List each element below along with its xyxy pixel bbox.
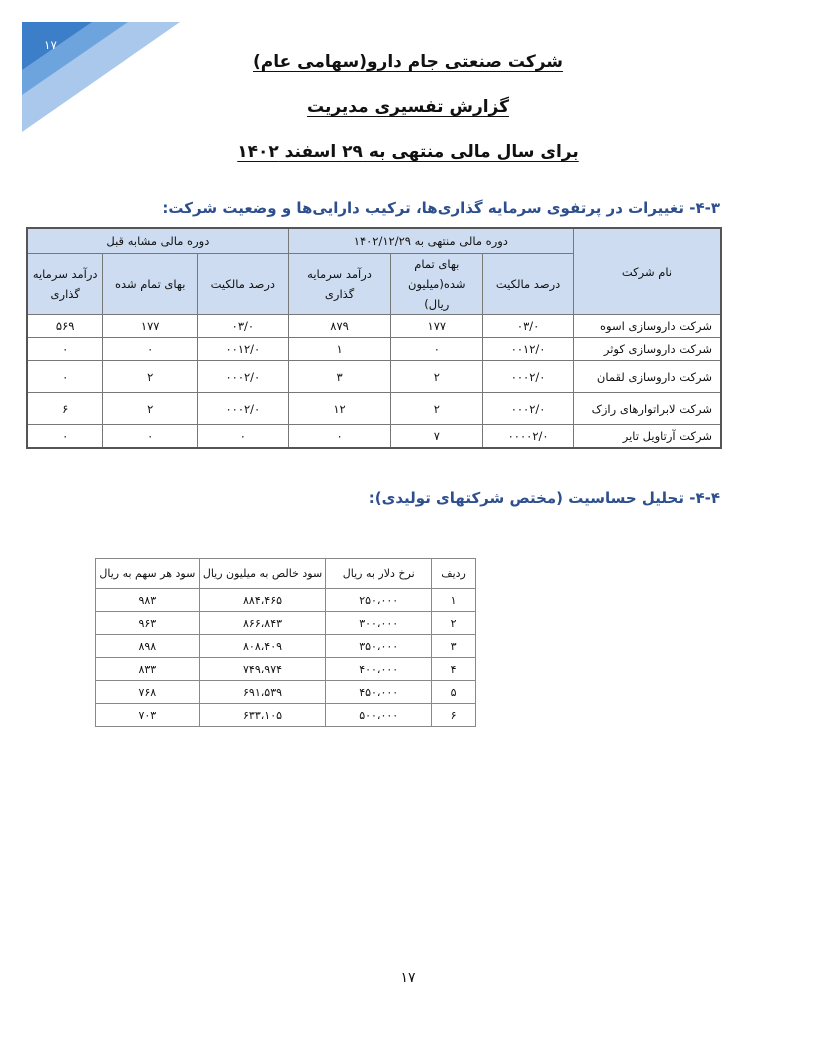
col-cost-prev: بهای تمام شده: [103, 254, 198, 315]
col-net-profit: سود خالص به میلیون ریال: [199, 559, 326, 589]
table-row: [96, 589, 476, 612]
income: ۰: [288, 425, 391, 449]
ownership: ۰۰۰۲/۰: [483, 393, 574, 425]
income-prev: ۰: [27, 425, 103, 449]
cost: ۰: [391, 338, 483, 361]
period-title: برای سال مالی منتهی به ۲۹ اسفند ۱۴۰۲: [237, 142, 579, 162]
col-ownership: درصد مالکیت: [483, 254, 574, 315]
dollar-rate: ۴۵۰،۰۰۰: [326, 681, 432, 704]
ownership: ۰۰۰۲/۰: [483, 361, 574, 393]
company-name: شرکت داروسازی اسوه: [573, 315, 721, 338]
company-name: شرکت داروسازی کوثر: [573, 338, 721, 361]
section-title-sensitivity: ۴-۴- تحلیل حساسیت (مختص شرکتهای تولیدی):: [368, 489, 720, 507]
current-period-header: دوره مالی منتهی به ۱۴۰۲/۱۲/۲۹: [288, 228, 573, 254]
col-row-number: ردیف: [432, 559, 476, 589]
cost-prev: ۰: [103, 425, 198, 449]
cost: ۱۷۷: [391, 315, 483, 338]
table-row: [27, 393, 721, 425]
table-row: [96, 681, 476, 704]
row-number: ۴: [432, 658, 476, 681]
col-eps: سود هر سهم به ریال: [96, 559, 200, 589]
company-name: شرکت لابراتوارهای رازک: [573, 393, 721, 425]
col-ownership-prev: درصد مالکیت: [198, 254, 289, 315]
income-prev: ۶: [27, 393, 103, 425]
cost: ۲: [391, 393, 483, 425]
row-number: ۳: [432, 635, 476, 658]
net-profit: ۸۶۶،۸۴۳: [199, 612, 326, 635]
col-dollar-rate: نرخ دلار به ریال: [326, 559, 432, 589]
ownership-prev: ۰: [198, 425, 289, 449]
eps: ۹۸۳: [96, 589, 200, 612]
section-title-portfolio: ۴-۳- تغییرات در پرتفوی سرمایه گذاری‌ها، ترکیب دارایی‌ها و وضعیت شرکت:: [162, 199, 720, 217]
table-row: [27, 425, 721, 449]
dollar-rate: ۵۰۰،۰۰۰: [326, 704, 432, 727]
col-income: درآمد سرمایه گذاری: [288, 254, 391, 315]
cost: ۲: [391, 361, 483, 393]
dollar-rate: ۳۵۰،۰۰۰: [326, 635, 432, 658]
portfolio-table: [26, 227, 722, 449]
eps: ۷۶۸: [96, 681, 200, 704]
table-row: [27, 315, 721, 338]
table-row: [96, 658, 476, 681]
dollar-rate: ۴۰۰،۰۰۰: [326, 658, 432, 681]
ownership: ۰۰۱۲/۰: [483, 338, 574, 361]
corner-page-number: ۱۷: [44, 38, 57, 52]
table-row: [96, 704, 476, 727]
cost: ۷: [391, 425, 483, 449]
table-row: [96, 612, 476, 635]
net-profit: ۸۰۸،۴۰۹: [199, 635, 326, 658]
net-profit: ۸۸۴،۴۶۵: [199, 589, 326, 612]
page-number: ۱۷: [400, 970, 416, 986]
company-name: شرکت آرتاویل تایر: [573, 425, 721, 449]
sensitivity-table: [95, 558, 476, 727]
report-title: گزارش تفسیری مدیریت: [306, 97, 510, 117]
income: ۳: [288, 361, 391, 393]
col-cost: بهای تمام شده(میلیون ریال): [391, 254, 483, 315]
row-number: ۲: [432, 612, 476, 635]
ownership: ۰۰۰۰۲/۰: [483, 425, 574, 449]
row-number: ۶: [432, 704, 476, 727]
table-row: [96, 635, 476, 658]
row-number: ۱: [432, 589, 476, 612]
ownership-prev: ۰۳/۰: [198, 315, 289, 338]
ownership-prev: ۰۰۰۲/۰: [198, 393, 289, 425]
net-profit: ۶۹۱،۵۳۹: [199, 681, 326, 704]
ownership: ۰۳/۰: [483, 315, 574, 338]
cost-prev: ۰: [103, 338, 198, 361]
company-title: شرکت صنعتی جام دارو(سهامی عام): [253, 52, 563, 72]
ownership-prev: ۰۰۰۲/۰: [198, 361, 289, 393]
income: ۱۲: [288, 393, 391, 425]
cost-prev: ۲: [103, 393, 198, 425]
eps: ۹۶۳: [96, 612, 200, 635]
dollar-rate: ۳۰۰،۰۰۰: [326, 612, 432, 635]
income: ۱: [288, 338, 391, 361]
company-name: شرکت داروسازی لقمان: [573, 361, 721, 393]
income-prev: ۰: [27, 361, 103, 393]
income-prev: ۰: [27, 338, 103, 361]
eps: ۸۳۳: [96, 658, 200, 681]
income-prev: ۵۶۹: [27, 315, 103, 338]
col-company-name: نام شرکت: [573, 228, 721, 315]
income: ۸۷۹: [288, 315, 391, 338]
cost-prev: ۱۷۷: [103, 315, 198, 338]
eps: ۷۰۳: [96, 704, 200, 727]
col-income-prev: درآمد سرمایه گذاری: [27, 254, 103, 315]
table-row: [27, 338, 721, 361]
table-row: [27, 361, 721, 393]
previous-period-header: دوره مالی مشابه قبل: [27, 228, 288, 254]
net-profit: ۶۳۳،۱۰۵: [199, 704, 326, 727]
ownership-prev: ۰۰۱۲/۰: [198, 338, 289, 361]
dollar-rate: ۲۵۰،۰۰۰: [326, 589, 432, 612]
row-number: ۵: [432, 681, 476, 704]
cost-prev: ۲: [103, 361, 198, 393]
eps: ۸۹۸: [96, 635, 200, 658]
net-profit: ۷۴۹،۹۷۴: [199, 658, 326, 681]
